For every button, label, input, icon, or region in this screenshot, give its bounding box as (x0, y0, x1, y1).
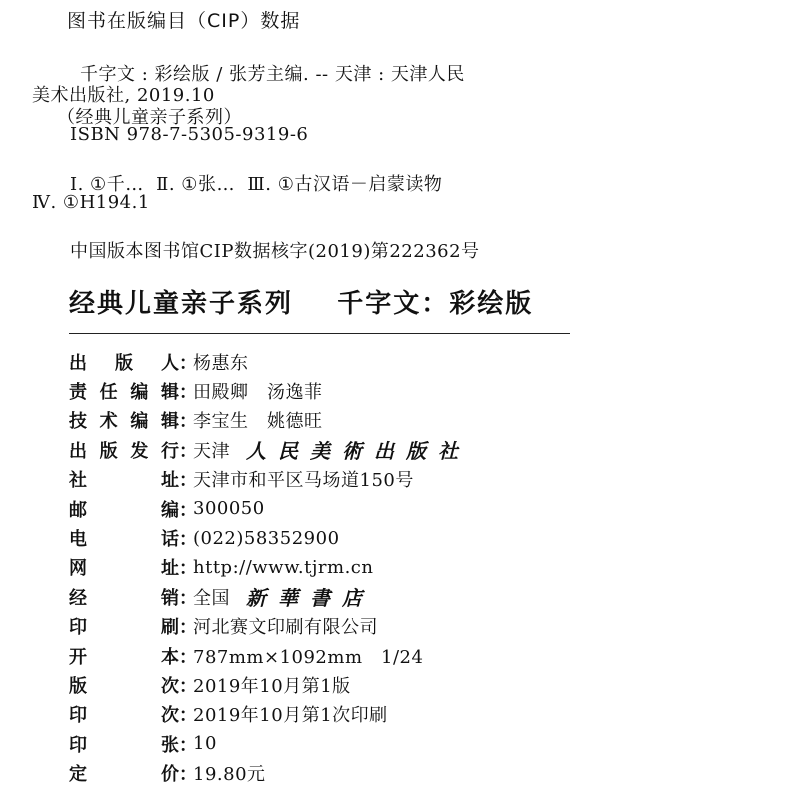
info-label: 定 价 (69, 764, 179, 786)
calligraphy-logo: 人民美術出版社 (246, 439, 470, 464)
divider (69, 333, 570, 334)
info-colon: ： (179, 558, 197, 580)
info-label: 网 址 (69, 558, 179, 580)
info-colon: ： (179, 499, 197, 521)
info-colon: ： (179, 617, 197, 639)
info-colon: ： (179, 675, 197, 697)
info-value: 787mm×1092mm 1/24 (193, 646, 424, 668)
cip-heading: 图书在版编目（CIP）数据 (67, 10, 301, 32)
info-colon: ： (179, 470, 197, 492)
info-value: 天津市和平区马场道150号 (193, 470, 414, 492)
info-value: 300050 (193, 498, 265, 520)
info-label: 电 话 (69, 529, 179, 551)
info-row (69, 523, 749, 552)
info-value: 天津 (193, 440, 230, 462)
cip-record-number: 中国版本图书馆CIP数据核字(2019)第222362号 (70, 241, 480, 262)
publication-info-list (69, 347, 749, 788)
info-colon: ： (179, 411, 197, 433)
cip-line: 美术出版社, 2019.10 (32, 85, 215, 106)
info-label: 责 任 编 辑 (69, 382, 179, 404)
info-colon: ： (179, 587, 197, 609)
cip-classification: Ⅰ. ①千… Ⅱ. ①张… Ⅲ. ①古汉语－启蒙读物 (70, 174, 443, 195)
info-label: 版 次 (69, 675, 179, 697)
info-value: (022)58352900 (193, 527, 340, 549)
info-label: 出 版 人 (69, 352, 179, 374)
info-colon: ： (179, 646, 197, 668)
info-colon: ： (179, 734, 197, 756)
info-row (69, 641, 749, 670)
info-value: 10 (193, 733, 217, 755)
info-value: 田殿卿 汤逸菲 (193, 382, 323, 404)
info-row (69, 758, 749, 787)
cip-classification: Ⅳ. ①H194.1 (32, 192, 150, 213)
info-row (69, 582, 749, 611)
info-row (69, 347, 749, 376)
info-label: 邮 编 (69, 499, 179, 521)
info-colon: ： (179, 705, 197, 727)
info-row (69, 670, 749, 699)
info-value: 杨惠东 (193, 352, 249, 374)
cip-line: 千字文 : 彩绘版 / 张芳主编. -- 天津 : 天津人民 (80, 64, 465, 85)
info-row (69, 406, 749, 435)
series-title: 经典儿童亲子系列 千字文：彩绘版 (69, 289, 534, 319)
info-value: 李宝生 姚德旺 (193, 411, 323, 433)
info-row (69, 376, 749, 405)
info-colon: ： (179, 764, 197, 786)
info-label: 印 刷 (69, 617, 179, 639)
cip-line: （经典儿童亲子系列） (57, 107, 242, 128)
info-row (69, 435, 749, 464)
info-row (69, 700, 749, 729)
info-label: 印 张 (69, 734, 179, 756)
info-row (69, 612, 749, 641)
info-value: 全国 (193, 587, 230, 609)
info-colon: ： (179, 382, 197, 404)
info-colon: ： (179, 529, 197, 551)
info-label: 出 版 发 行 (69, 440, 179, 462)
calligraphy-logo: 新華書店 (246, 586, 374, 611)
info-value: 19.80元 (193, 764, 266, 786)
info-value: 河北赛文印刷有限公司 (193, 617, 378, 639)
info-value: 2019年10月第1次印刷 (193, 705, 388, 727)
info-label: 经 销 (69, 587, 179, 609)
info-label: 开 本 (69, 646, 179, 668)
info-value: http://www.tjrm.cn (193, 556, 374, 578)
info-label: 社 址 (69, 470, 179, 492)
info-row (69, 729, 749, 758)
cip-isbn: ISBN 978-7-5305-9319-6 (70, 124, 309, 145)
info-label: 印 次 (69, 705, 179, 727)
info-colon: ： (179, 440, 197, 462)
info-value: 2019年10月第1版 (193, 675, 351, 697)
info-row (69, 553, 749, 582)
info-colon: ： (179, 352, 197, 374)
info-row (69, 465, 749, 494)
info-label: 技 术 编 辑 (69, 411, 179, 433)
info-row (69, 494, 749, 523)
